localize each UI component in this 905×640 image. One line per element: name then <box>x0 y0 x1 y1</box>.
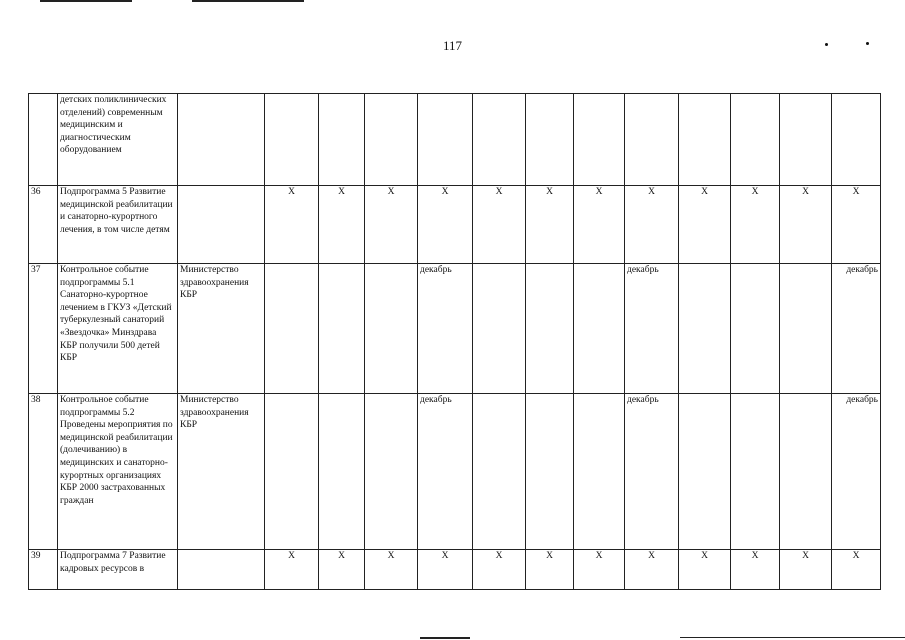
period-cell: декабрь <box>418 264 473 394</box>
period-cell <box>574 394 625 550</box>
period-cell: Х <box>365 186 418 264</box>
bottom-border-line <box>680 637 905 638</box>
period-cell <box>319 394 365 550</box>
period-cell <box>574 264 625 394</box>
row-number <box>29 94 58 186</box>
table-row <box>29 186 881 264</box>
bottom-border-line <box>420 637 470 639</box>
row-number: 37 <box>29 264 58 394</box>
period-cell: Х <box>731 186 780 264</box>
period-cell <box>679 264 731 394</box>
table-row <box>29 394 881 550</box>
period-cell <box>526 394 574 550</box>
event-name-cell: Контрольное событие подпрограммы 5.1 Санаторно-курортное лечением в ГКУЗ «Детский туберкулезный санаторий «Звездочка» Минздрава КБР получили 500 детей КБР <box>58 264 178 394</box>
period-cell <box>832 94 881 186</box>
period-cell: Х <box>418 550 473 590</box>
period-cell: Х <box>731 550 780 590</box>
period-cell <box>731 94 780 186</box>
event-name-cell: Подпрограмма 5 Развитие медицинской реабилитации и санаторно-курортного лечения, в том числе детям <box>58 186 178 264</box>
row-number: 36 <box>29 186 58 264</box>
period-cell: Х <box>265 186 319 264</box>
event-name-cell: детских поликлинических отделений) современным медицинским и диагностическим оборудованием <box>58 94 178 186</box>
period-cell <box>574 94 625 186</box>
period-cell <box>780 394 832 550</box>
period-cell: Х <box>526 186 574 264</box>
period-cell: Х <box>574 550 625 590</box>
period-cell: Х <box>473 186 526 264</box>
period-cell <box>526 94 574 186</box>
period-cell <box>365 94 418 186</box>
period-cell <box>418 94 473 186</box>
period-cell <box>473 264 526 394</box>
period-cell: Х <box>265 550 319 590</box>
period-cell <box>473 394 526 550</box>
period-cell: Х <box>526 550 574 590</box>
period-cell <box>365 394 418 550</box>
period-cell: Х <box>418 186 473 264</box>
period-cell: декабрь <box>625 394 679 550</box>
period-cell: Х <box>319 550 365 590</box>
event-name-cell: Подпрограмма 7 Развитие кадровых ресурсов в <box>58 550 178 590</box>
period-cell: Х <box>473 550 526 590</box>
period-cell <box>319 94 365 186</box>
period-cell <box>731 264 780 394</box>
schedule-table <box>28 93 881 590</box>
period-cell <box>265 394 319 550</box>
period-cell: Х <box>780 550 832 590</box>
period-cell: Х <box>625 186 679 264</box>
top-border-line-left <box>40 0 132 2</box>
period-cell: Х <box>679 550 731 590</box>
period-cell: Х <box>679 186 731 264</box>
table-body <box>29 94 881 590</box>
period-cell <box>319 264 365 394</box>
period-cell: декабрь <box>832 264 881 394</box>
period-cell <box>265 94 319 186</box>
period-cell: Х <box>625 550 679 590</box>
period-cell <box>625 94 679 186</box>
executor-cell <box>178 94 265 186</box>
executor-cell: Министерство здравоохранения КБР <box>178 264 265 394</box>
period-cell: декабрь <box>625 264 679 394</box>
period-cell: Х <box>832 550 881 590</box>
period-cell <box>679 394 731 550</box>
period-cell <box>731 394 780 550</box>
period-cell <box>780 264 832 394</box>
period-cell: Х <box>319 186 365 264</box>
period-cell <box>526 264 574 394</box>
period-cell: декабрь <box>418 394 473 550</box>
event-name-cell: Контрольное событие подпрограммы 5.2 Проведены мероприятия по медицинской реабилитации (долечиванию) в медицинских и санаторно-курортных организациях КБР 2000 застрахованных граждан <box>58 394 178 550</box>
executor-cell: Министерство здравоохранения КБР <box>178 394 265 550</box>
table-row <box>29 264 881 394</box>
page-number: 117 <box>442 38 463 53</box>
table-row <box>29 94 881 186</box>
period-cell <box>265 264 319 394</box>
period-cell: Х <box>365 550 418 590</box>
executor-cell <box>178 186 265 264</box>
table-row <box>29 550 881 590</box>
period-cell: Х <box>832 186 881 264</box>
period-cell <box>679 94 731 186</box>
period-cell <box>473 94 526 186</box>
top-border-line-right <box>192 0 304 2</box>
period-cell: Х <box>574 186 625 264</box>
row-number: 39 <box>29 550 58 590</box>
executor-cell <box>178 550 265 590</box>
period-cell <box>780 94 832 186</box>
period-cell: декабрь <box>832 394 881 550</box>
row-number: 38 <box>29 394 58 550</box>
period-cell <box>365 264 418 394</box>
period-cell: Х <box>780 186 832 264</box>
